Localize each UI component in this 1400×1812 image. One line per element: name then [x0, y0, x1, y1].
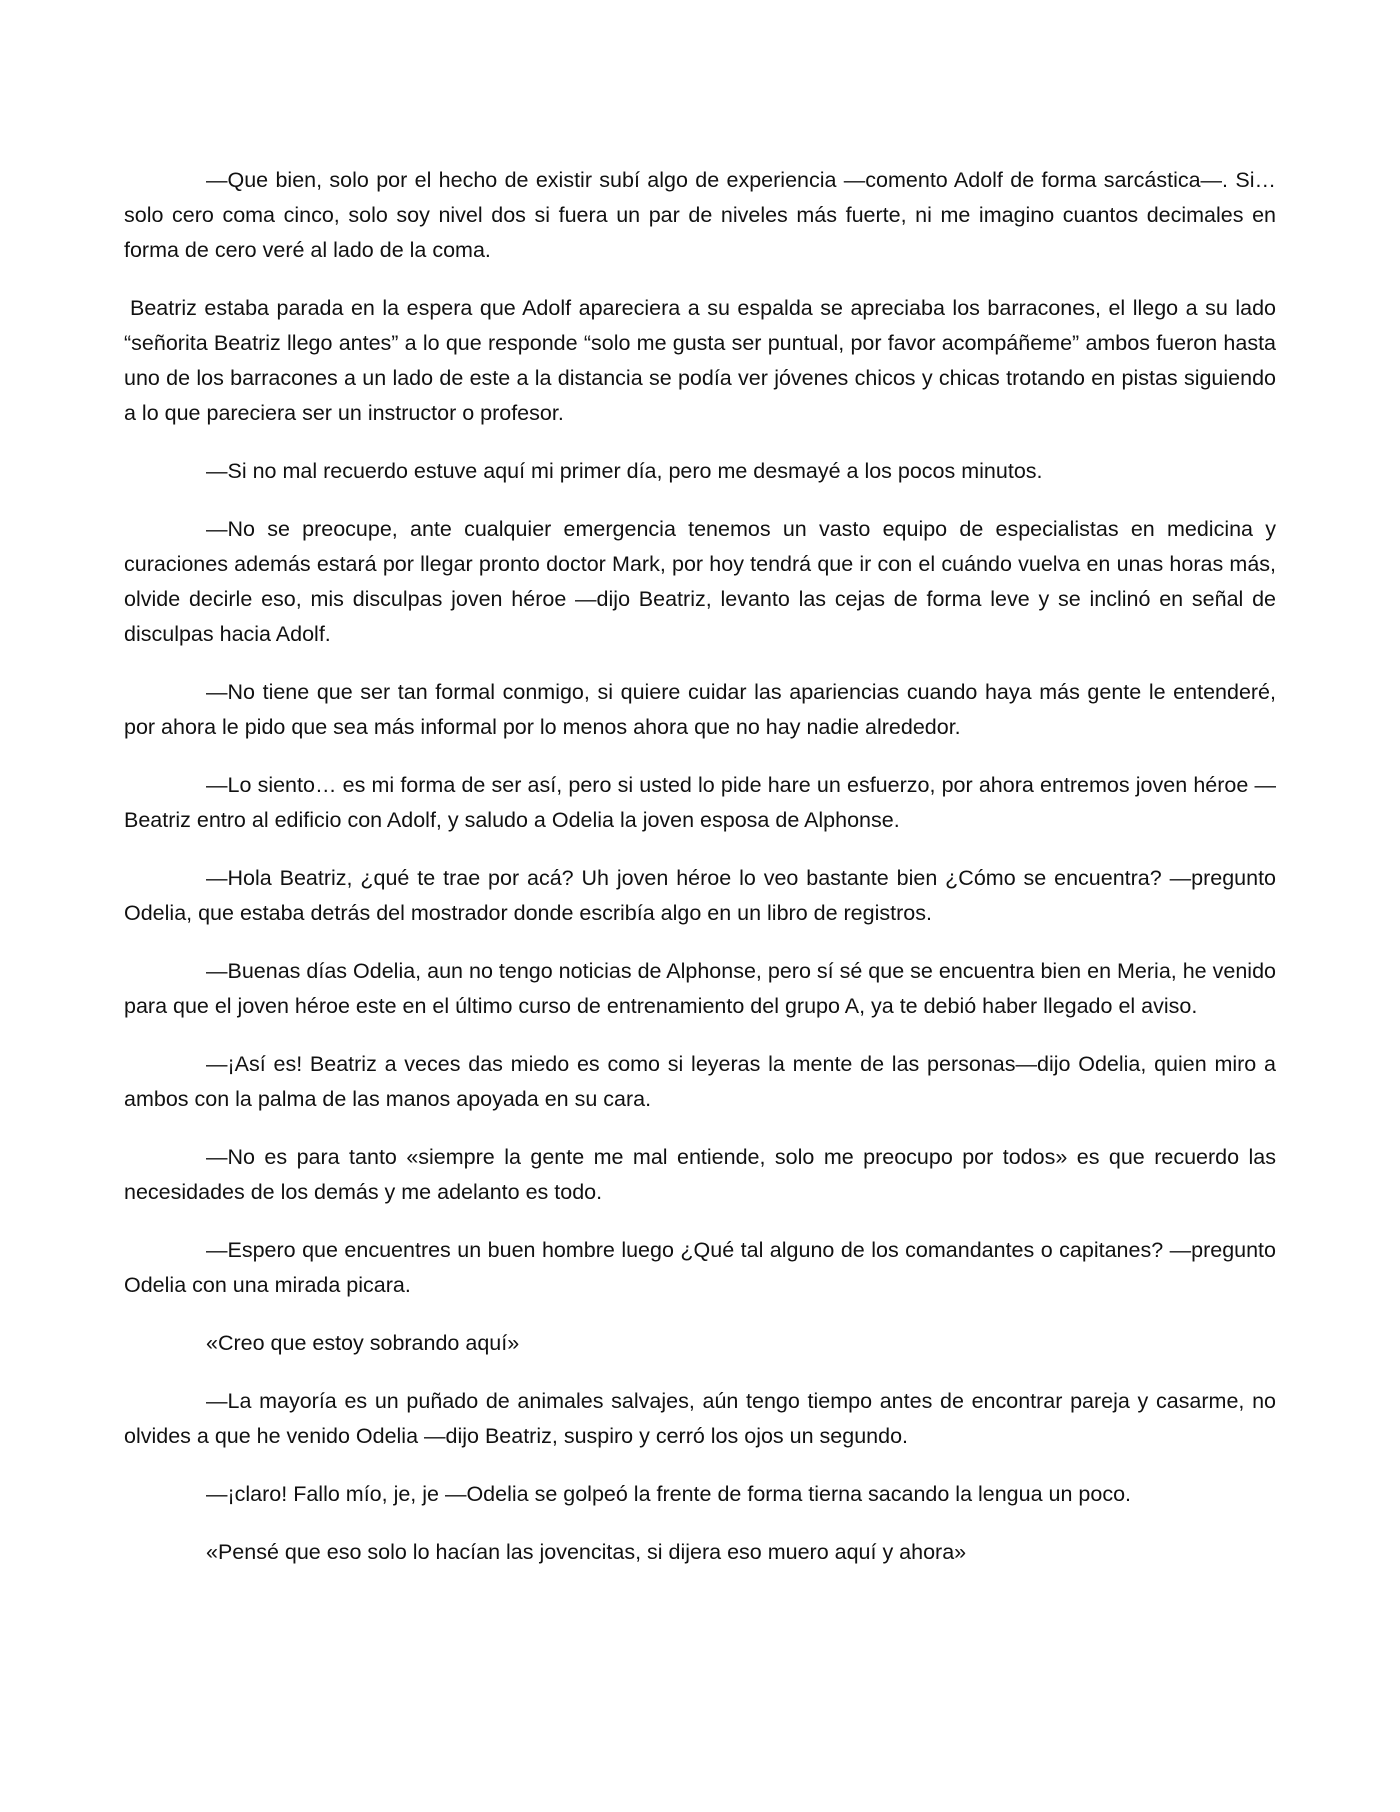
paragraph: —No tiene que ser tan formal conmigo, si quiere cuidar las apariencias cuando haya más gente le entenderé, por ahora le pido que sea más informal por lo menos ahora que no hay nadie alrededor. [124, 680, 1276, 739]
paragraph: —Espero que encuentres un buen hombre luego ¿Qué tal alguno de los comandantes o capitanes? —pregunto Odelia con una mirada picara. [124, 1238, 1276, 1297]
paragraph: —¡claro! Fallo mío, je, je —Odelia se golpeó la frente de forma tierna sacando la lengua un poco. [206, 1482, 1132, 1506]
paragraph: —La mayoría es un puñado de animales salvajes, aún tengo tiempo antes de encontrar pareja y casarme, no olvides a que he venido Odelia —dijo Beatriz, suspiro y cerró los ojos un segundo. [124, 1389, 1276, 1448]
paragraph: —No se preocupe, ante cualquier emergencia tenemos un vasto equipo de especialistas en medicina y curaciones además estará por llegar pronto doctor Mark, por hoy tendrá que ir con el cuándo vuelva en unas horas más, olvide decirle eso, mis disculpas joven héroe —dijo Beatriz, levanto las cejas de forma leve y se inclinó en señal de disculpas hacia Adolf. [124, 517, 1276, 646]
paragraph: —Lo siento… es mi forma de ser así, pero si usted lo pide hare un esfuerzo, por ahora entremos joven héroe —Beatriz entro al edificio con Adolf, y saludo a Odelia la joven esposa de Alphonse. [124, 773, 1276, 832]
document-page [124, 163, 1276, 1593]
paragraph: —Hola Beatriz, ¿qué te trae por acá? Uh joven héroe lo veo bastante bien ¿Cómo se encuentra? —pregunto Odelia, que estaba detrás del mostrador donde escribía algo en un libro de registros. [124, 866, 1276, 925]
paragraph: «Creo que estoy sobrando aquí» [206, 1331, 520, 1355]
paragraph: —No es para tanto «siempre la gente me mal entiende, solo me preocupo por todos» es que recuerdo las necesidades de los demás y me adelanto es todo. [124, 1145, 1276, 1204]
paragraph: —Que bien, solo por el hecho de existir subí algo de experiencia —comento Adolf de forma sarcástica—. Si… solo cero coma cinco, solo soy nivel dos si fuera un par de niveles más fuerte, ni me imagino cuantos decimales en forma de cero veré al lado de la coma. [124, 168, 1276, 262]
paragraph: «Pensé que eso solo lo hacían las jovencitas, si dijera eso muero aquí y ahora» [206, 1540, 967, 1564]
paragraph: Beatriz estaba parada en la espera que Adolf apareciera a su espalda se apreciaba los barracones, el llego a su lado “señorita Beatriz llego antes” a lo que responde “solo me gusta ser puntual, por favor acompáñeme” ambos fueron hasta uno de los barracones a un lado de este a la distancia se podía ver jóvenes chicos y chicas trotando en pistas siguiendo a lo que pareciera ser un instructor o profesor. [124, 296, 1276, 425]
paragraph: —Buenas días Odelia, aun no tengo noticias de Alphonse, pero sí sé que se encuentra bien en Meria, he venido para que el joven héroe este en el último curso de entrenamiento del grupo A, ya te debió haber llegado el aviso. [124, 959, 1276, 1018]
paragraph: —Si no mal recuerdo estuve aquí mi primer día, pero me desmayé a los pocos minutos. [206, 459, 1043, 483]
paragraph: —¡Así es! Beatriz a veces das miedo es como si leyeras la mente de las personas—dijo Odelia, quien miro a ambos con la palma de las manos apoyada en su cara. [124, 1052, 1276, 1111]
